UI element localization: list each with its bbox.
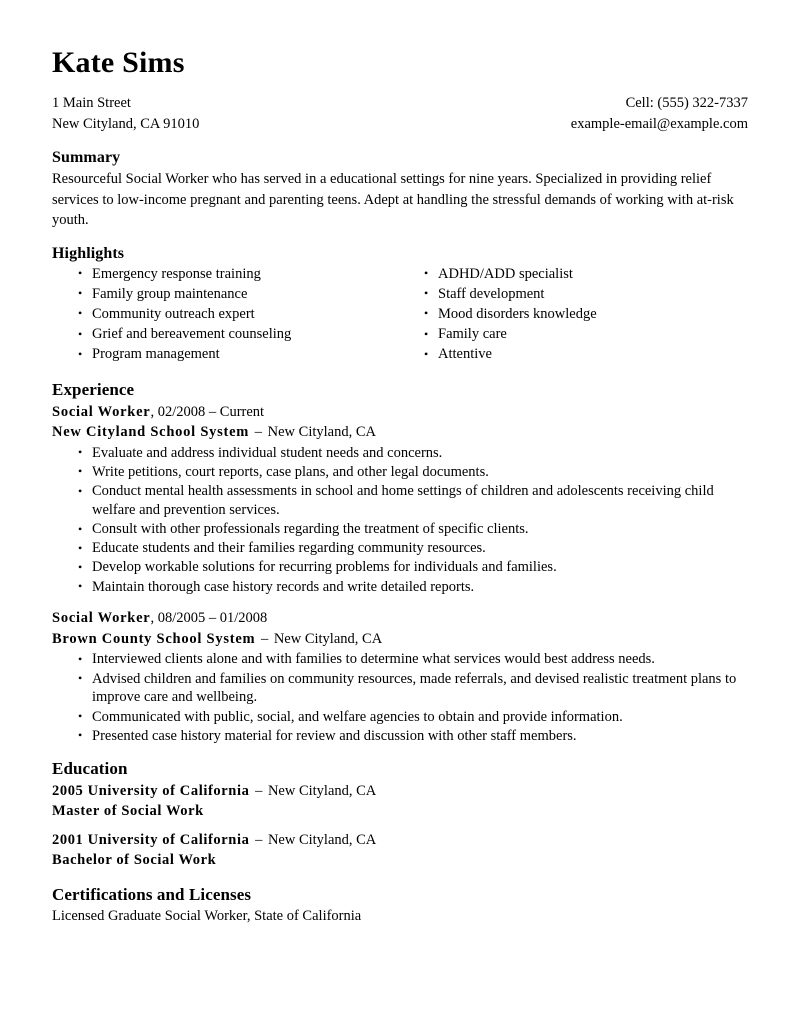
list-item: • Consult with other professionals regarding the treatment of specific clients. [52,520,748,539]
email-address: example-email@example.com [570,116,748,132]
job-bullet-list [52,444,748,597]
certifications-list [52,906,748,927]
job-dates: 08/2005 – 01/2008 [157,610,268,627]
highlights-list-left [52,265,400,365]
list-item: • Grief and bereavement counseling [52,325,400,344]
job-role: Social Worker [52,610,151,627]
summary-heading: Summary [52,149,121,166]
list-item: • Communicated with public, social, and welfare agencies to obtain and provide information. [52,708,748,727]
separator-dash: – [251,831,266,848]
phone-number: Cell: (555) 322-7337 [625,95,748,111]
highlights-list-right [400,265,748,365]
job-dates: 02/2008 – Current [157,403,265,420]
education-entry [52,830,748,871]
highlights-column-right [400,265,748,366]
education-degree-line [52,850,748,871]
list-item: • Mood disorders knowledge [400,305,748,324]
experience-section [52,379,748,746]
highlights-heading: Highlights [52,244,125,262]
separator-dash: – [251,782,266,799]
education-school-line [52,781,748,802]
list-item: • Attentive [400,345,748,364]
list-item: • Family care [400,325,748,344]
contact-block [571,93,748,135]
experience-entry [52,608,748,745]
job-location: New Cityland, CA [273,630,383,647]
highlights-column-left [52,265,400,366]
education-school: 2001 University of California [52,831,250,848]
address-line-1: 1 Main Street [52,95,131,111]
list-item: • Advised children and families on community resources, made referrals, and devised realistic treatment plans to improve care and wellbeing. [52,670,748,707]
address-line-2: New Cityland, CA 91010 [52,116,200,132]
list-item: • Family group maintenance [52,285,400,304]
education-list [52,781,748,871]
contact-info [52,93,748,135]
education-school: 2005 University of California [52,782,250,799]
job-bullet-list [52,650,748,745]
certification-item: Licensed Graduate Social Worker, State of California [52,907,362,924]
job-employer-line [52,422,748,443]
education-section [52,758,748,870]
education-school-line [52,830,748,851]
education-location: New Cityland, CA [267,831,377,848]
education-entry [52,781,748,822]
experience-entry [52,402,748,597]
list-item: • Staff development [400,285,748,304]
list-item: • Conduct mental health assessments in school and home settings of children and adolescents receiving child welfare and prevention services. [52,482,748,519]
list-item: • Program management [52,345,400,364]
experience-list [52,402,748,746]
certifications-heading: Certifications and Licenses [52,884,252,904]
job-title-line [52,402,748,423]
candidate-name: Kate Sims [52,46,185,79]
education-heading: Education [52,759,128,779]
separator-dash: – [251,424,266,441]
separator: , [150,403,158,420]
list-item: • Interviewed clients alone and with families to determine what services would best address needs. [52,650,748,669]
summary-section [52,148,748,231]
list-item: • Emergency response training [52,265,400,284]
address-block [52,93,199,135]
job-location: New Cityland, CA [267,424,376,441]
job-role: Social Worker [52,403,151,420]
highlights-columns [52,265,748,366]
list-item: • Maintain thorough case history records and write detailed reports. [52,578,748,597]
job-employer-line [52,629,748,650]
list-item: • Write petitions, court reports, case plans, and other legal documents. [52,463,748,482]
highlights-section [52,244,748,366]
job-employer: Brown County School System [52,630,256,647]
list-item: • Presented case history material for review and discussion with other staff members. [52,727,748,746]
resume-header [52,46,748,135]
list-item: • Develop workable solutions for recurring problems for individuals and families. [52,558,748,577]
certifications-section [52,884,748,927]
separator-dash: – [257,630,272,647]
education-degree-line [52,801,748,822]
list-item: • Community outreach expert [52,305,400,324]
list-item: • Evaluate and address individual student needs and concerns. [52,444,748,463]
education-location: New Cityland, CA [267,782,377,799]
education-degree: Bachelor of Social Work [52,852,217,869]
separator: , [150,610,158,627]
list-item: • Educate students and their families regarding community resources. [52,539,748,558]
education-degree: Master of Social Work [52,803,204,820]
list-item: • ADHD/ADD specialist [400,265,748,284]
experience-heading: Experience [52,379,135,399]
job-title-line [52,608,748,629]
summary-text: Resourceful Social Worker who has served in a educational settings for nine years. Specialized in providing relief services to low-income pregnant and parenting teens. Adept at handling the stressful demands of working with at-risk youth. [52,171,734,228]
job-employer: New Cityland School System [52,424,250,441]
